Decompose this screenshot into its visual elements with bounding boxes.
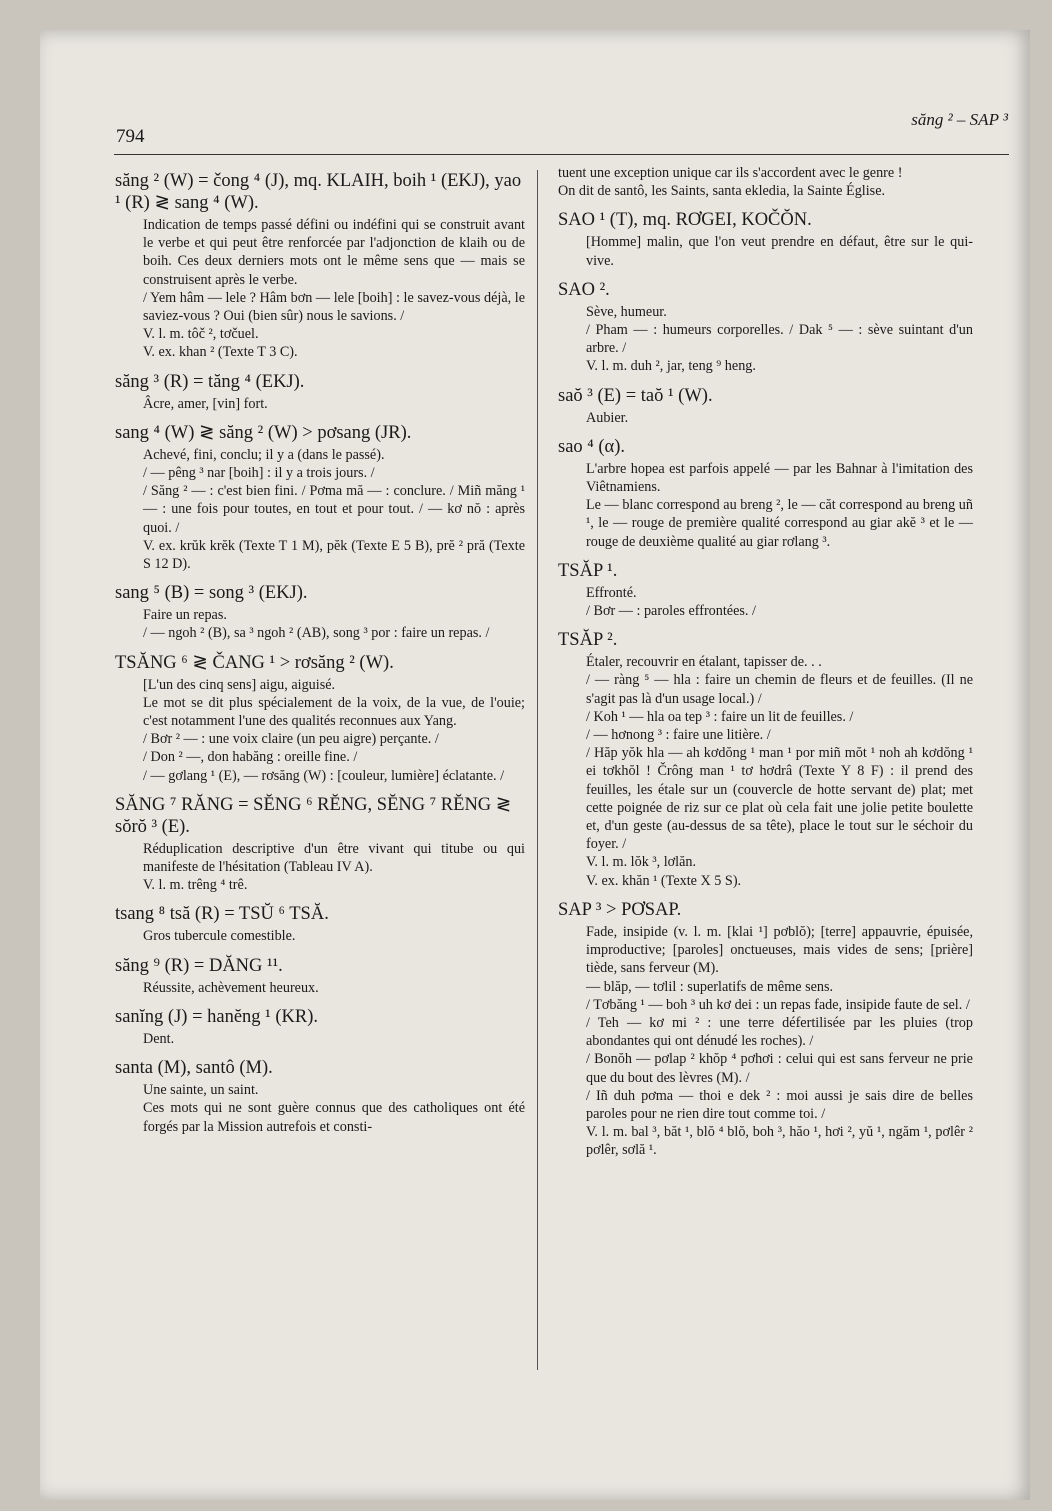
entry-line: Faire un repas. xyxy=(143,607,227,624)
entry-line: V. l. m. trêng ⁴ trê. xyxy=(143,877,248,894)
entry-headword: SAO ¹ (T), mq. RƠGEI, KOČŎN. xyxy=(558,210,812,231)
entry-line: — blăp, — tơlil : superlatifs de même sens. xyxy=(586,978,834,995)
entry-headword: sao ⁴ (α). xyxy=(558,436,625,457)
dictionary-page xyxy=(40,30,1030,1500)
entry-line: Ces mots qui ne sont guère connus que des catholiques ont été forgés par la Mission autrefois et consti- xyxy=(143,1100,525,1135)
entry-line: Gros tubercule comestible. xyxy=(143,928,296,945)
entry-line: / — hơnong ³ : faire une litière. / xyxy=(586,727,771,744)
dictionary-entry xyxy=(558,629,973,890)
entry-line: / Pham — : humeurs corporelles. / Dak ⁵ — : sève suintant d'un arbre. / xyxy=(586,322,973,357)
entry-headword: TSĂP ². xyxy=(558,630,618,651)
entry-line: / Bonŏh — pơlap ² khŏp ⁴ pơhơi : celui qui est sans ferveur ne prie que du bout des lèvres (M). / xyxy=(586,1051,973,1086)
entry-headword: săng ² (W) = čong ⁴ (J), mq. KLAIH, boih ¹ (EKJ), yao ¹ (R) ≷ sang ⁴ (W). xyxy=(115,171,522,213)
entry-line: V. l. m. duh ², jar, teng ⁹ heng. xyxy=(586,358,756,375)
entry-line: / Hăp yŏk hla — ah kơdŏng ¹ man ¹ por miñ mŏt ¹ noh ah kơdŏng ¹ ei tơkhŏl ! Črông man ¹ tơ hơdrâ (Texte Y 8 F) : il prend des feuilles, les étale sur un (couvercle de hotte servant de) plat; met cette poignée de riz sur ce plat où cela fait une jolie petite boulette et, d'un geste (au-dessus de sa tête), place le tout sur le séchoir du foyer. / xyxy=(586,745,973,853)
dictionary-entry xyxy=(115,1057,525,1136)
dictionary-entry xyxy=(115,371,525,413)
entry-line: Âcre, amer, [vin] fort. xyxy=(143,395,268,412)
dictionary-entry xyxy=(115,582,525,642)
entry-line: Réduplication descriptive d'un être vivant qui titube ou qui manifeste de l'hésitation (Tableau IV A). xyxy=(143,840,525,876)
dictionary-entry xyxy=(115,903,525,945)
entry-line: Étaler, recouvrir en étalant, tapisser de. . . xyxy=(586,654,822,671)
entry-line: / — gơlang ¹ (E), — rơsăng (W) : [couleur, lumière] éclatante. / xyxy=(143,767,505,784)
entry-line: tuent une exception unique car ils s'accordent avec le genre ! xyxy=(558,165,903,181)
dictionary-entry xyxy=(115,422,525,573)
left-column xyxy=(115,170,525,1145)
dictionary-entry xyxy=(558,385,973,427)
entry-line: / Tơbăng ¹ — boh ³ uh kơ dei : un repas fade, insipide faute de sel. / xyxy=(586,996,970,1013)
entry-line: / Bơr ² — : une voix claire (un peu aigre) perçante. / xyxy=(143,731,439,748)
entry-headword: tsang ⁸ tsă (R) = TSŬ ⁶ TSĂ. xyxy=(115,904,329,925)
entry-headword: SĂNG ⁷ RĂNG = SĔNG ⁶ RĔNG, SĔNG ⁷ RĔNG ≷ sŏrŏ ³ (E). xyxy=(115,794,512,837)
entry-line: Le mot se dit plus spécialement de la voix, de la vue, de l'ouie; c'est notamment l'une des qualités reconnues aux Yang. xyxy=(143,694,525,730)
entry-headword: sang ⁴ (W) ≷ săng ² (W) > pơsang (JR). xyxy=(115,422,412,443)
dictionary-entry xyxy=(558,560,973,620)
entry-headword: săng ⁹ (R) = DĂNG ¹¹. xyxy=(115,955,283,976)
entry-line: / Don ² —, don habăng : oreille fine. / xyxy=(143,749,358,766)
entry-line: V. l. m. bal ³, băt ¹, blŏ ⁴ blŏ, boh ³, hăo ¹, hơi ², yŭ ¹, ngăm ¹, pơlêr ² pơlêr, sơlă ¹. xyxy=(586,1124,973,1159)
entry-line: Effronté. xyxy=(586,584,637,601)
entry-headword: TSĂP ¹. xyxy=(558,560,618,581)
header-rule xyxy=(114,154,1009,155)
entry-line: / Săng ² — : c'est bien fini. / Pơma mă — : conclure. / Miñ măng ¹ — : une fois pour toutes, en tout et pour tout. / — kơ nŏ : après quoi. / xyxy=(143,483,525,536)
entry-line: / Teh — kơ mi ² : une terre défertilisée par les pluies (trop abondantes qui ont dénudé les roches). / xyxy=(586,1014,973,1050)
entry-headword: sanĭng (J) = hanĕng ¹ (KR). xyxy=(115,1006,318,1027)
entry-headword: TSĂNG ⁶ ≷ ČANG ¹ > rơsăng ² (W). xyxy=(115,652,394,673)
entry-line: V. ex. khăn ¹ (Texte X 5 S). xyxy=(586,872,742,889)
entry-line: / — ngoh ² (B), sa ³ ngoh ² (AB), song ³ por : faire un repas. / xyxy=(143,625,490,642)
entry-line: V. ex. khan ² (Texte T 3 C). xyxy=(143,344,298,361)
entry-line: Sève, humeur. xyxy=(586,303,667,320)
entry-line: / — pêng ³ nar [boih] : il y a trois jours. / xyxy=(143,465,375,482)
entry-headword: santa (M), santô (M). xyxy=(115,1058,273,1079)
dictionary-entry xyxy=(115,1006,525,1048)
entry-headword: SAO ². xyxy=(558,279,610,300)
entry-headword: saŏ ³ (E) = taŏ ¹ (W). xyxy=(558,385,713,406)
entry-line: Dent. xyxy=(143,1030,175,1047)
entry-line: Aubier. xyxy=(586,409,629,426)
right-column xyxy=(558,164,973,1169)
entry-headword: SAP ³ > PƠSAP. xyxy=(558,899,682,920)
dictionary-entry xyxy=(115,652,525,785)
dictionary-entry xyxy=(558,279,973,376)
entry-line: [Homme] malin, que l'on veut prendre en défaut, être sur le qui-vive. xyxy=(586,234,973,269)
dictionary-entry xyxy=(558,899,973,1160)
dictionary-entry xyxy=(115,170,525,362)
entry-line: Achevé, fini, conclu; il y a (dans le passé). xyxy=(143,446,385,463)
entry-line: / — ràng ⁵ — hla : faire un chemin de fleurs et de feuilles. (Il ne s'agit pas là d'un usage local.) / xyxy=(586,672,973,707)
entry-line: / Bơr — : paroles effrontées. / xyxy=(586,603,756,620)
entry-line: On dit de santô, les Saints, santa ekledia, la Sainte Église. xyxy=(558,183,886,200)
column-divider xyxy=(537,170,538,1370)
entry-line: / Koh ¹ — hla oa tep ³ : faire un lit de feuilles. / xyxy=(586,708,854,725)
entry-line: [L'un des cinq sens] aigu, aiguisé. xyxy=(143,676,336,693)
dictionary-entry xyxy=(558,164,973,200)
entry-line: L'arbre hopea est parfois appelé — par les Bahnar à l'imitation des Viêtnamiens. xyxy=(586,460,973,496)
dictionary-entry xyxy=(558,209,973,269)
dictionary-entry xyxy=(115,794,525,895)
page-number: 794 xyxy=(116,126,145,147)
entry-headword: săng ³ (R) = tăng ⁴ (EKJ). xyxy=(115,371,305,392)
entry-line: V. ex. krŭk krĕk (Texte T 1 M), pĕk (Texte E 5 B), prĕ ² pră (Texte S 12 D). xyxy=(143,537,525,573)
entry-line: / Yem hâm — lele ? Hâm bơn — lele [boih] : le savez-vous déjà, le saviez-vous ? Oui (bien sûr) nous le savions. / xyxy=(143,289,525,325)
entry-line: Une sainte, un saint. xyxy=(143,1082,259,1099)
entry-line: Fade, insipide (v. l. m. [klai ¹] pơblŏ); [terre] appauvrie, épuisée, improductive; [paroles] onctueuses, mais vides de sens; [prière] tiède, sans ferveur (M). xyxy=(586,923,973,977)
entry-headword: sang ⁵ (B) = song ³ (EKJ). xyxy=(115,583,308,604)
entry-line: V. l. m. lŏk ³, lơlăn. xyxy=(586,854,697,871)
running-head: săng ² – SAP ³ xyxy=(911,110,1008,129)
dictionary-entry xyxy=(115,955,525,997)
entry-line: Le — blanc correspond au breng ², le — căt correspond au breng uñ ¹, le — rouge de première qualité correspond au giar akĕ ³ et le — rouge de deuxième qualité au giar rơlang ³. xyxy=(586,497,973,550)
entry-line: / Iñ duh pơma — thoi e dek ² : moi aussi je sais dire de belles paroles pour ne rien dire tout comme toi. / xyxy=(586,1087,973,1122)
entry-line: V. l. m. tôč ², tơčuel. xyxy=(143,326,259,343)
entry-line: Indication de temps passé défini ou indéfini qui se construit avant le verbe et qui peut être renforcée par l'adjonction de klaih ou de boih. Ces deux derniers mots ont le même sens que — mais se construisent après le verbe. xyxy=(143,217,525,288)
entry-line: Réussite, achèvement heureux. xyxy=(143,979,319,996)
dictionary-entry xyxy=(558,436,973,551)
